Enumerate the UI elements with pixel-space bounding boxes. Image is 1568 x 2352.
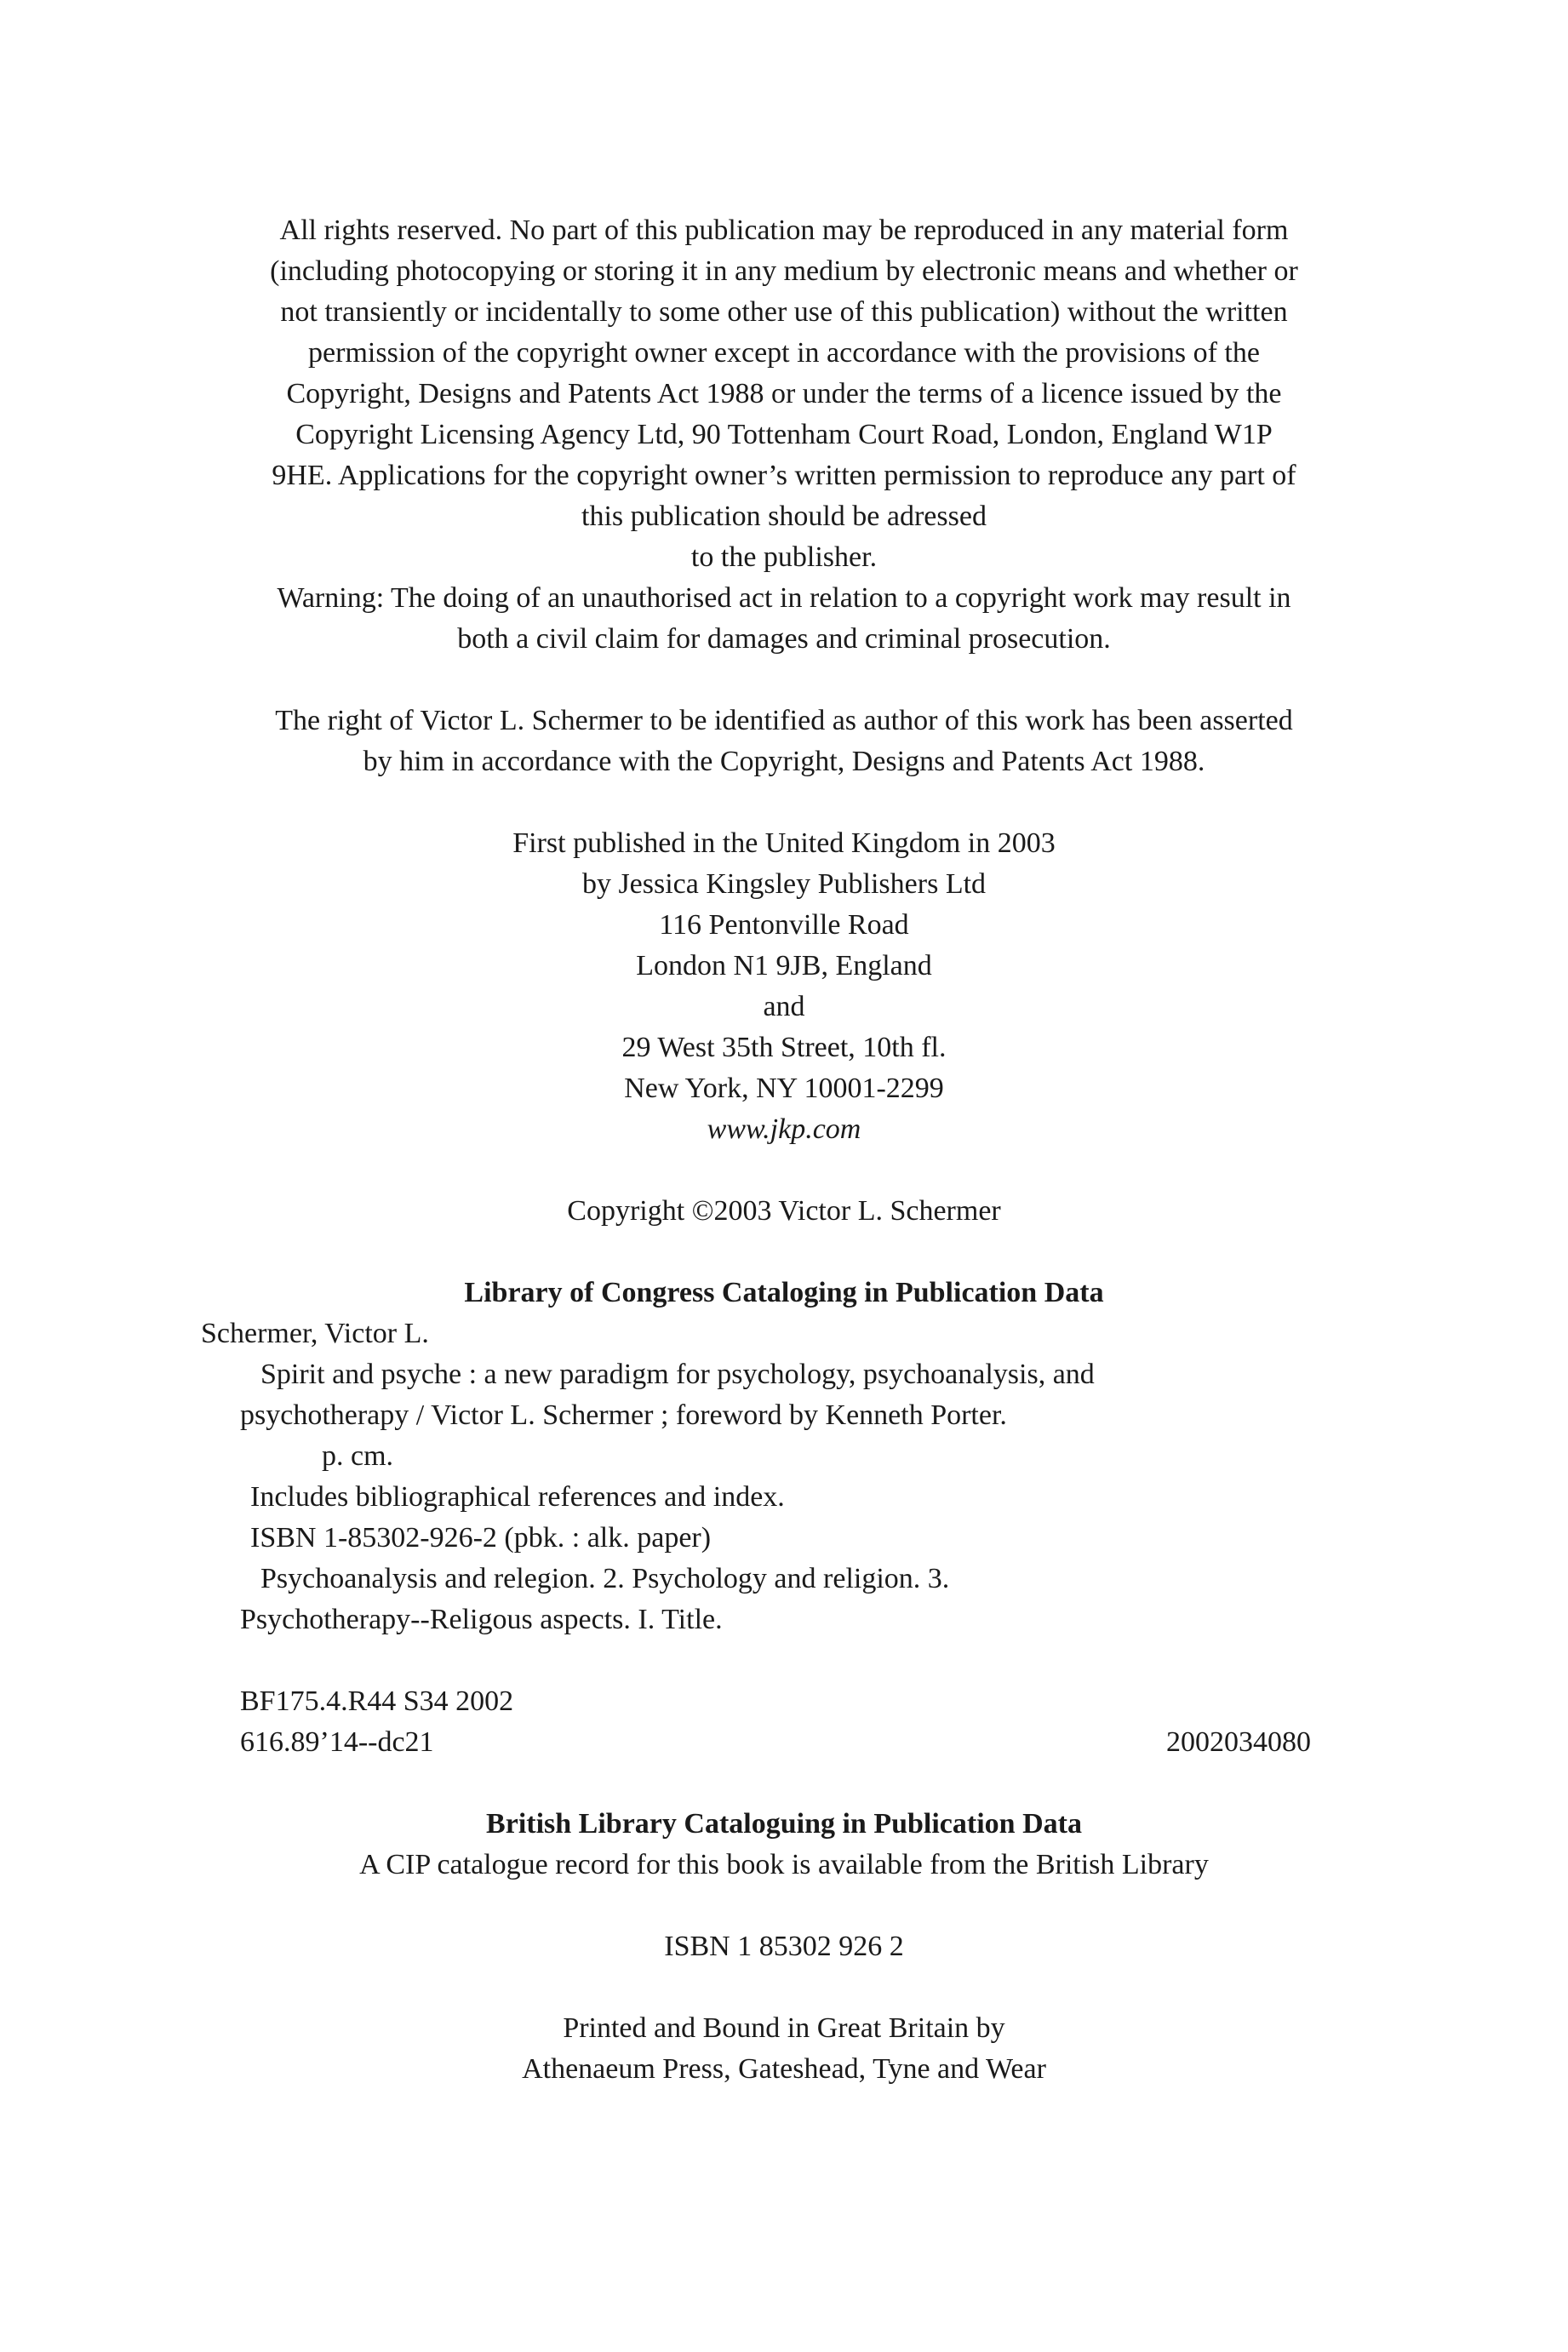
loc-classification: BF175.4.R44 S34 2002 bbox=[240, 1685, 514, 1717]
isbn: ISBN 1 85302 926 2 bbox=[664, 1931, 904, 1962]
loc-entry-line: Psychoanalysis and relegion. 2. Psychology and religion. 3. bbox=[260, 1563, 950, 1594]
publisher-line: 29 West 35th Street, 10th fl. bbox=[621, 1032, 947, 1063]
loc-dewey: 616.89’14--dc21 bbox=[240, 1726, 434, 1758]
loc-entry-line: Psychotherapy--Religous aspects. I. Title. bbox=[240, 1604, 723, 1635]
rights-line: (including photocopying or storing it in any medium by electronic means and whether or bbox=[270, 255, 1298, 287]
publisher-line: First published in the United Kingdom in 2003 bbox=[512, 827, 1056, 859]
copyright-notice: Copyright ©2003 Victor L. Schermer bbox=[567, 1195, 1001, 1227]
warning-line: Warning: The doing of an unauthorised act in relation to a copyright work may result in bbox=[277, 582, 1291, 614]
publisher-website: www.jkp.com bbox=[707, 1113, 861, 1145]
publisher-line: and bbox=[763, 991, 805, 1022]
rights-line: 9HE. Applications for the copyright owner’s written permission to reproduce any part of bbox=[272, 460, 1296, 491]
rights-line: not transiently or incidentally to some other use of this publication) without the written bbox=[280, 296, 1288, 328]
author-right-line: The right of Victor L. Schermer to be identified as author of this work has been asserted bbox=[275, 705, 1293, 736]
rights-line: Copyright Licensing Agency Ltd, 90 Tottenham Court Road, London, England W1P bbox=[295, 419, 1273, 450]
loc-entry-line: Includes bibliographical references and index. bbox=[250, 1481, 785, 1513]
loc-entry-line: psychotherapy / Victor L. Schermer ; foreword by Kenneth Porter. bbox=[240, 1399, 1007, 1431]
loc-heading: Library of Congress Cataloging in Publication Data bbox=[464, 1277, 1104, 1308]
loc-entry-line: Schermer, Victor L. bbox=[201, 1318, 429, 1349]
rights-line: All rights reserved. No part of this publication may be reproduced in any material form bbox=[279, 215, 1289, 246]
rights-line: to the publisher. bbox=[690, 541, 878, 573]
rights-line: Copyright, Designs and Patents Act 1988 or under the terms of a licence issued by the bbox=[286, 378, 1282, 409]
rights-line: this publication should be adressed bbox=[581, 501, 987, 532]
warning-line: both a civil claim for damages and criminal prosecution. bbox=[457, 623, 1111, 655]
loc-entry-line: Spirit and psyche : a new paradigm for psychology, psychoanalysis, and bbox=[260, 1359, 1095, 1390]
printer-line: Athenaeum Press, Gateshead, Tyne and Wear bbox=[522, 2053, 1046, 2085]
publisher-line: London N1 9JB, England bbox=[636, 950, 932, 981]
publisher-line: by Jessica Kingsley Publishers Ltd bbox=[581, 868, 987, 900]
author-right-line: by him in accordance with the Copyright, Designs and Patents Act 1988. bbox=[363, 746, 1205, 777]
publisher-line: New York, NY 10001-2299 bbox=[624, 1073, 944, 1104]
loc-entry-line: p. cm. bbox=[322, 1440, 394, 1472]
printer-line: Printed and Bound in Great Britain by bbox=[563, 2012, 1005, 2044]
loc-entry-line: ISBN 1-85302-926-2 (pbk. : alk. paper) bbox=[250, 1522, 712, 1554]
bl-note: A CIP catalogue record for this book is available from the British Library bbox=[359, 1849, 1209, 1880]
bl-heading: British Library Cataloguing in Publication Data bbox=[486, 1808, 1082, 1840]
loc-lccn: 2002034080 bbox=[1166, 1726, 1311, 1758]
publisher-line: 116 Pentonville Road bbox=[659, 909, 909, 941]
rights-line: permission of the copyright owner except in accordance with the provisions of the bbox=[308, 337, 1260, 369]
